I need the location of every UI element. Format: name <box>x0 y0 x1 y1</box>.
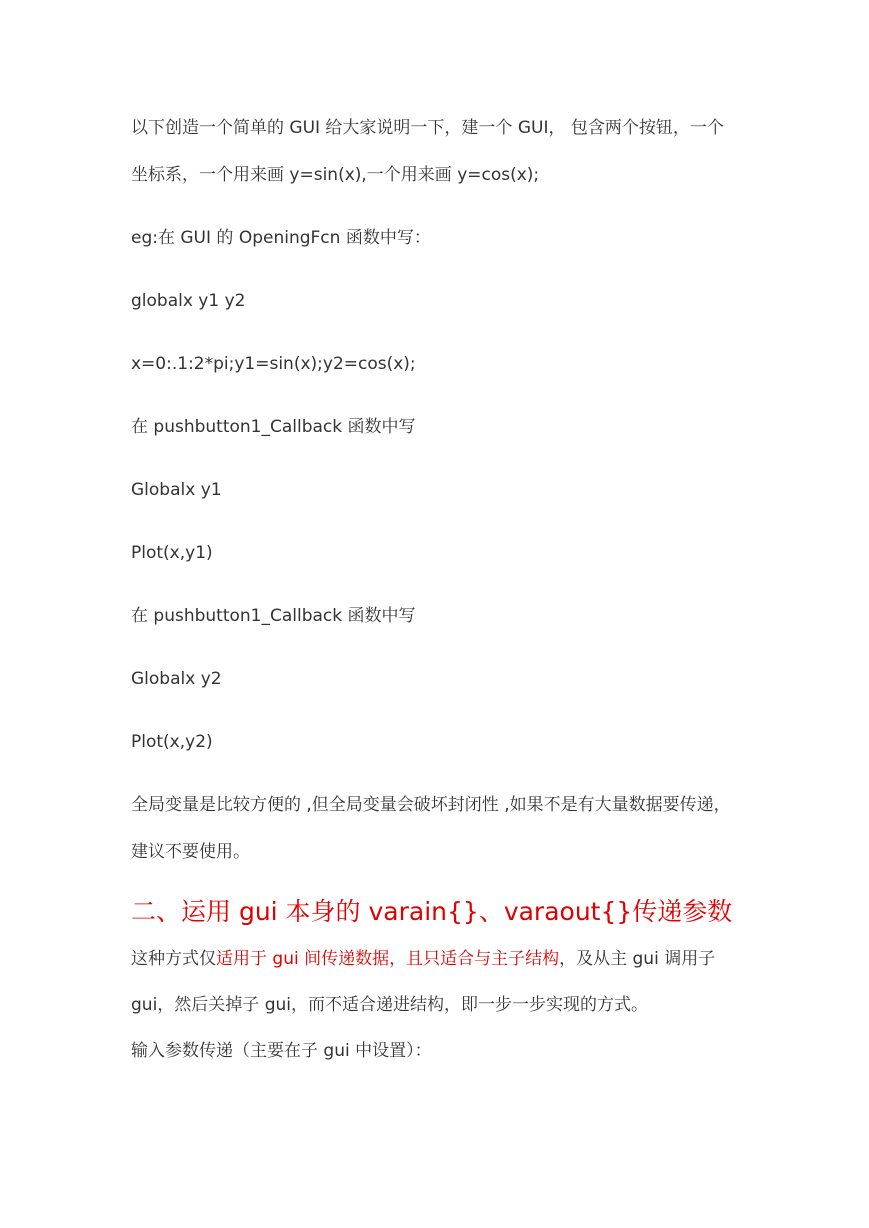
section-line1-post: ，及从主 gui 调用子 <box>559 949 716 969</box>
section-paragraph-line1 <box>131 947 751 971</box>
paragraph-intro-line2: 坐标系，一个用来画 y=sin(x),一个用来画 y=cos(x); <box>131 165 540 185</box>
code-line-global-y1: Globalx y1 <box>131 480 222 500</box>
code-line-plot-y1: Plot(x,y1) <box>131 543 213 563</box>
code-line-global-y2: Globalx y2 <box>131 669 222 689</box>
paragraph-callback2-intro: 在 pushbutton1_Callback 函数中写 <box>131 606 416 626</box>
paragraph-callback1-intro: 在 pushbutton1_Callback 函数中写 <box>131 417 416 437</box>
section-paragraph-line3: 输入参数传递（主要在子 gui 中设置）： <box>131 1041 432 1061</box>
paragraph-global-note-line2: 建议不要使用。 <box>131 842 250 862</box>
section-paragraph-line2: gui，然后关掉子 gui，而不适合递进结构，即一步一步实现的方式。 <box>131 995 648 1015</box>
code-line-plot-y2: Plot(x,y2) <box>131 732 213 752</box>
paragraph-global-note-line1: 全局变量是比较方便的 ,但全局变量会破坏封闭性 ,如果不是有大量数据要传递， <box>131 795 731 815</box>
section-line1-highlight: 适用于 gui 间传递数据，且只适合与主子结构 <box>216 949 560 969</box>
section-heading: 二、运用 gui 本身的 varain{}、varaout{}传递参数 <box>131 897 733 926</box>
section-line1-pre: 这种方式仅 <box>131 949 216 969</box>
paragraph-intro-line1: 以下创造一个简单的 GUI 给大家说明一下，建一个 GUI， 包含两个按钮，一个 <box>131 118 724 138</box>
code-line-assignments: x=0:.1:2*pi;y1=sin(x);y2=cos(x); <box>131 354 416 374</box>
code-line-global-decl: globalx y1 y2 <box>131 291 246 311</box>
paragraph-example-intro: eg:在 GUI 的 OpeningFcn 函数中写： <box>131 228 431 248</box>
